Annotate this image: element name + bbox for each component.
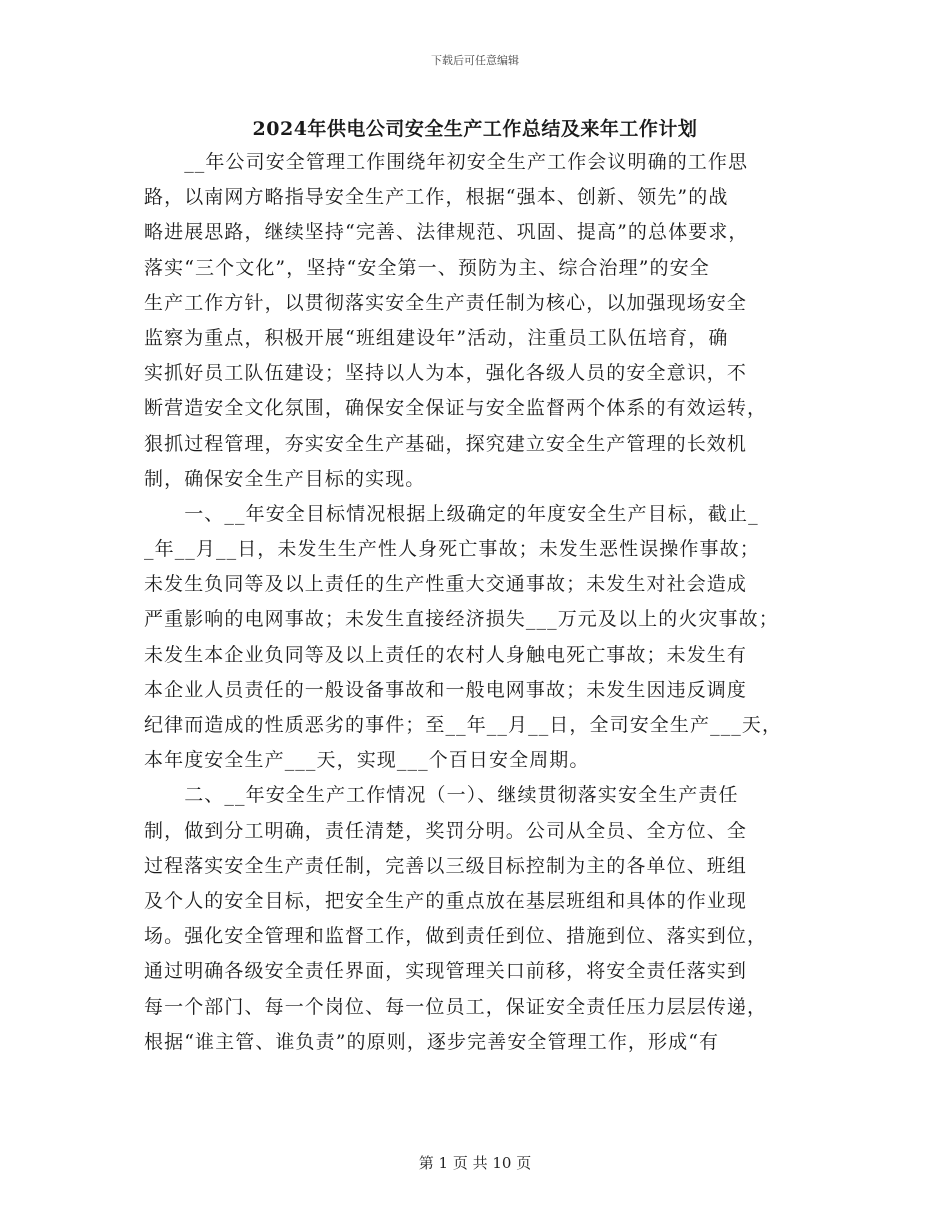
- body-line: 制，做到分工明确，责任清楚，奖罚分明。公司从全员、全方位、全: [144, 819, 748, 842]
- body-line: 未发生本企业负同等及以上责任的农村人身触电死亡事故；未发生有: [144, 643, 748, 666]
- body-line: 每一个部门、每一个岗位、每一位员工，保证安全责任压力层层传递，: [144, 995, 768, 1018]
- body-line: 路，以南网方略指导安全生产工作，根据“强本、创新、领先”的战: [144, 186, 729, 209]
- document-title: 2024年供电公司安全生产工作总结及来年工作计划: [252, 118, 698, 140]
- body-line: 实抓好员工队伍建设；坚持以人为本，强化各级人员的安全意识，不: [144, 362, 748, 385]
- body-line: 通过明确各级安全责任界面，实现管理关口前移，将安全责任落实到: [144, 960, 748, 983]
- body-line: 断营造安全文化氛围，确保安全保证与安全监督两个体系的有效运转，: [144, 397, 768, 420]
- body-line: 纪律而造成的性质恶劣的事件；至__年__月__日，全司安全生产___天，: [144, 714, 783, 736]
- body-line: _年__月__日，未发生生产性人身死亡事故；未发生恶性误操作事故；: [144, 538, 760, 561]
- body-line: 生产工作方针，以贯彻落实安全生产责任制为核心，以加强现场安全: [144, 291, 748, 314]
- page-footer: 第 1 页 共 10 页: [418, 1154, 532, 1172]
- body-line: 根据“谁主管、谁负责”的原则，逐步完善安全管理工作，形成“有: [144, 1030, 720, 1053]
- body-line: 未发生负同等及以上责任的生产性重大交通事故；未发生对社会造成: [144, 573, 748, 596]
- body-line: 场。强化安全管理和监督工作，做到责任到位、措施到位、落实到位，: [144, 925, 768, 948]
- body-line: __年公司安全管理工作围绕年初安全生产工作会议明确的工作思: [144, 151, 749, 173]
- body-line: 过程落实安全生产责任制，完善以三级目标控制为主的各单位、班组: [144, 854, 748, 877]
- body-line: 严重影响的电网事故；未发生直接经济损失___万元及以上的火灾事故；: [144, 608, 779, 631]
- body-line: 本年度安全生产___天，实现___个百日安全周期。: [144, 749, 590, 772]
- document-body: [144, 145, 824, 1060]
- body-line: 本企业人员责任的一般设备事故和一般电网事故；未发生因违反调度: [144, 678, 748, 701]
- body-line: 狠抓过程管理，夯实安全生产基础，探究建立安全生产管理的长效机: [144, 432, 748, 455]
- body-line: 制，确保安全生产目标的实现。: [144, 467, 426, 490]
- header-note: 下载后可任意编辑: [431, 54, 519, 67]
- body-line: 及个人的安全目标，把安全生产的重点放在基层班组和具体的作业现: [144, 889, 748, 912]
- body-line: 略进展思路，继续坚持“完善、法律规范、巩固、提高”的总体要求，: [144, 221, 749, 244]
- body-line: 监察为重点，积极开展“班组建设年”活动，注重员工队伍培育，确: [144, 326, 729, 349]
- body-line: 落实“三个文化”，坚持“安全第一、预防为主、综合治理”的安全: [144, 256, 710, 279]
- body-line: 一、__年安全目标情况根据上级确定的年度安全生产目标，截止_: [144, 502, 759, 525]
- body-line: 二、__年安全生产工作情况（一）、继续贯彻落实安全生产责任: [144, 784, 739, 807]
